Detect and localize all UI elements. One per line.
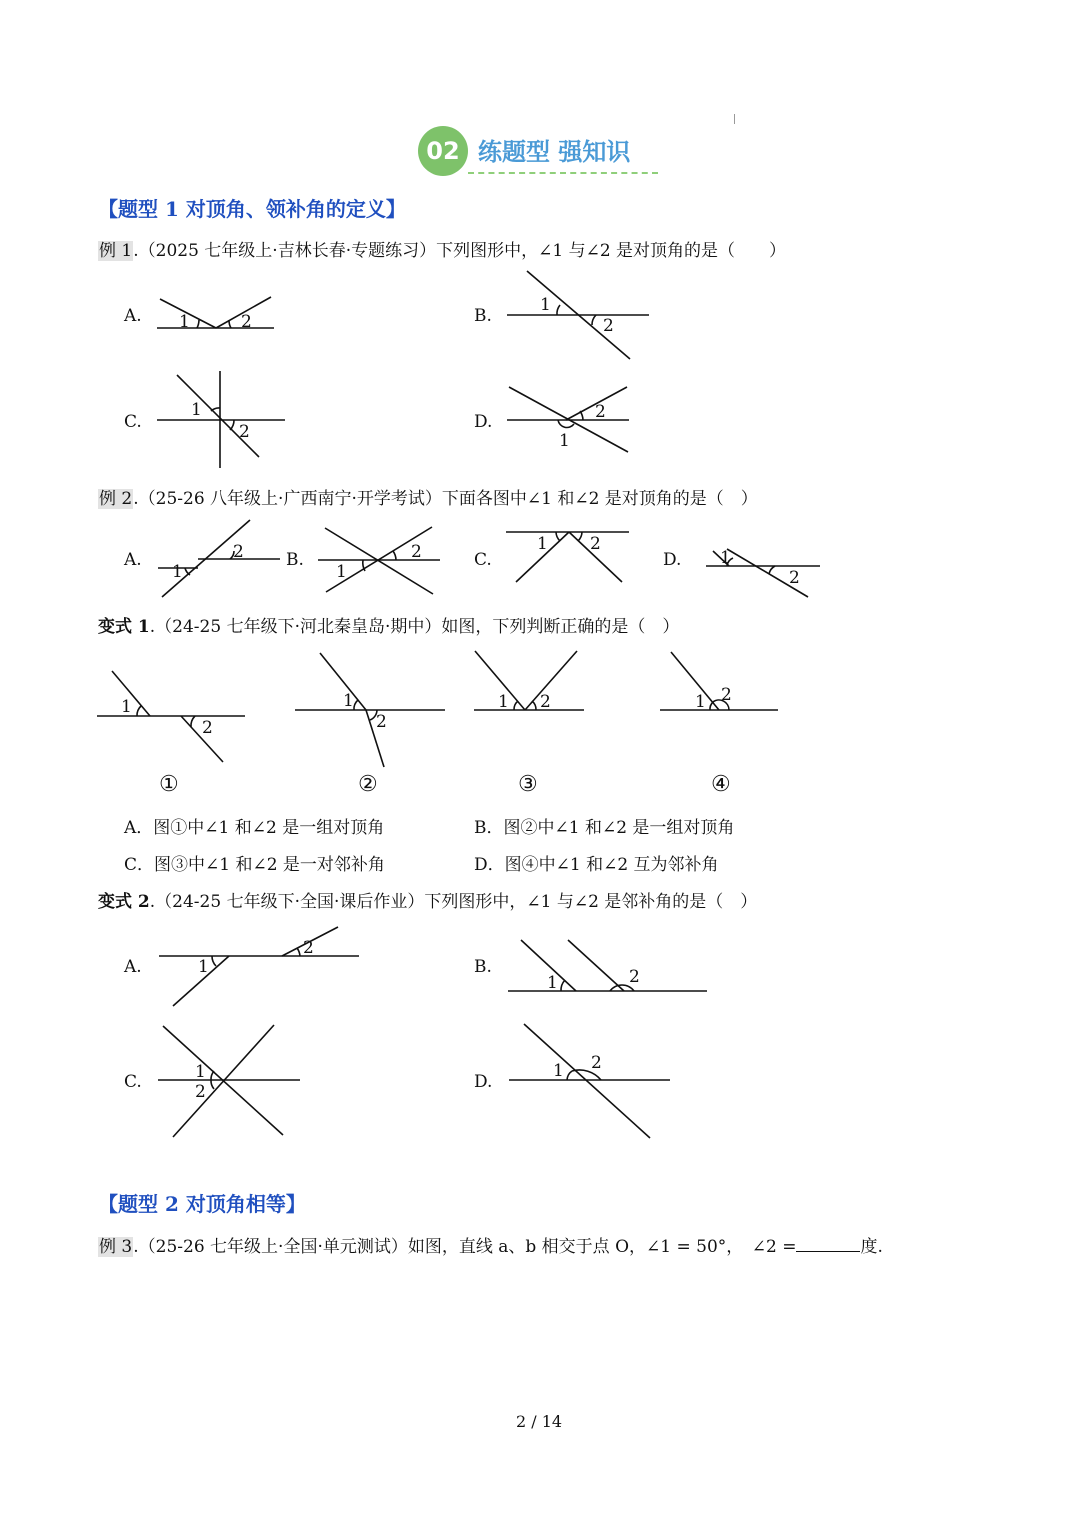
var1-figure-4 [660, 652, 778, 712]
var1-figure-4-label: ④ [711, 772, 731, 797]
var2-figure-d [509, 1024, 670, 1138]
ex1-option-b-label: B. [474, 306, 492, 326]
answer-blank[interactable] [796, 1235, 860, 1252]
var2b-angle-1: 1 [547, 973, 558, 993]
var1-f3-angle-2: 2 [540, 692, 551, 712]
variant-2-question [98, 887, 757, 912]
ex2-option-b-label: B. [286, 550, 304, 570]
var2a-angle-1: 1 [198, 957, 209, 977]
ex2a-angle-2: 2 [233, 542, 244, 562]
var2b-angle-2: 2 [629, 967, 640, 987]
var2-option-c-label: C. [124, 1072, 142, 1092]
page-number: 2 / 14 [516, 1412, 563, 1431]
example-2-text: .（25-26 八年级上·广西南宁·开学考试）下面各图中∠1 和∠2 是对顶角的是（ ） [133, 489, 758, 509]
var1-figure-3-label: ③ [518, 772, 538, 797]
var1-f1-angle-2: 2 [202, 718, 213, 738]
var1-f4-angle-2: 2 [721, 685, 732, 705]
ex2d-angle-2: 2 [789, 568, 800, 588]
ex1-figure-c [157, 371, 285, 468]
variant-2-label: 变式 2 [98, 892, 150, 912]
var2-figure-c [158, 1025, 300, 1137]
variant-1-text: .（24-25 七年级下·河北秦皇岛·期中）如图，下列判断正确的是（ ） [149, 617, 680, 637]
ex2-option-c-label: C. [474, 550, 492, 570]
var1-f3-angle-1: 1 [498, 692, 509, 712]
section-title-1: 【题型 1 对顶角、领补角的定义】 [98, 197, 406, 221]
ex1-figure-a [157, 297, 274, 332]
var2d-angle-1: 1 [553, 1061, 564, 1081]
var1-choice-b: B．图②中∠1 和∠2 是一组对顶角 [474, 818, 735, 838]
variant-1-label: 变式 1 [98, 617, 150, 637]
ex1-option-d-label: D. [474, 412, 493, 432]
ex1a-angle-2: 2 [241, 312, 252, 332]
banner-title: 练题型 强知识 [478, 138, 631, 166]
ex2-option-a-label: A. [124, 550, 142, 570]
ex1c-angle-2: 2 [239, 422, 250, 442]
var1-figure-2 [295, 653, 445, 767]
var1-figure-3 [474, 651, 584, 712]
ex1-option-c-label: C. [124, 412, 142, 432]
var1-choice-a: A．图①中∠1 和∠2 是一组对顶角 [124, 818, 385, 838]
example-1-text: .（2025 七年级上·吉林长春·专题练习）下列图形中，∠1 与∠2 是对顶角的是（ ） [133, 241, 787, 261]
ex2-option-d-label: D. [663, 550, 682, 570]
variant-2-text: .（24-25 七年级下·全国·课后作业）下列图形中，∠1 与∠2 是邻补角的是（ ） [149, 892, 758, 912]
var1-f4-angle-1: 1 [695, 692, 706, 712]
var1-figure-2-label: ② [358, 772, 378, 797]
var1-figure-1 [97, 671, 245, 762]
example-3-text-end: 度. [860, 1237, 883, 1257]
ex1-option-a-label: A. [124, 306, 142, 326]
example-3-text: .（25-26 七年级上·全国·单元测试）如图，直线 a、b 相交于点 O，∠1 = 50°， ∠2 = [133, 1237, 797, 1257]
ex2c-angle-2: 2 [590, 534, 601, 554]
ex2-figure-a [158, 520, 280, 597]
example-2-label: 例 2 [99, 489, 133, 509]
example-1-label: 例 1 [99, 241, 133, 261]
var1-f2-angle-2: 2 [376, 712, 387, 732]
var2-option-b-label: B. [474, 957, 492, 977]
var1-f2-angle-1: 1 [343, 691, 354, 711]
ex1b-angle-1: 1 [540, 295, 551, 315]
ex2c-angle-1: 1 [537, 534, 548, 554]
ex1-figure-d [507, 387, 629, 452]
var1-figure-1-label: ① [159, 772, 179, 797]
ex2b-angle-1: 1 [336, 562, 347, 582]
var1-f1-angle-1: 1 [121, 697, 132, 717]
ex1a-angle-1: 1 [179, 312, 190, 332]
ex2b-angle-2: 2 [411, 542, 422, 562]
var2a-angle-2: 2 [303, 938, 314, 958]
var2d-angle-2: 2 [591, 1053, 602, 1073]
ex2-figure-c [506, 532, 629, 582]
example-2-question [98, 484, 758, 509]
ex2a-angle-1: 1 [172, 562, 183, 582]
ex1d-angle-2: 2 [595, 402, 606, 422]
ex1d-angle-1: 1 [559, 431, 570, 451]
var2-option-d-label: D. [474, 1072, 493, 1092]
var2-figure-a [159, 927, 359, 1006]
var1-choice-c: C．图③中∠1 和∠2 是一对邻补角 [124, 855, 385, 875]
var2c-angle-1: 1 [195, 1062, 206, 1082]
var1-choice-d: D．图④中∠1 和∠2 互为邻补角 [474, 855, 719, 875]
var2-option-a-label: A. [124, 957, 142, 977]
var2-figure-b [508, 940, 707, 993]
ex2-figure-d [706, 548, 820, 597]
section-title-2: 【题型 2 对顶角相等】 [98, 1192, 306, 1216]
ex1c-angle-1: 1 [191, 400, 202, 420]
ex2d-angle-1: 1 [720, 548, 731, 568]
ex2-figure-b [318, 527, 440, 594]
example-3-question [98, 1232, 883, 1257]
ex1-figure-b [507, 271, 649, 359]
variant-1-question [98, 612, 679, 637]
banner-number-badge: 02 [418, 126, 468, 176]
var2c-angle-2: 2 [195, 1082, 206, 1102]
example-3-label: 例 3 [99, 1237, 133, 1257]
ex1b-angle-2: 2 [603, 316, 614, 336]
